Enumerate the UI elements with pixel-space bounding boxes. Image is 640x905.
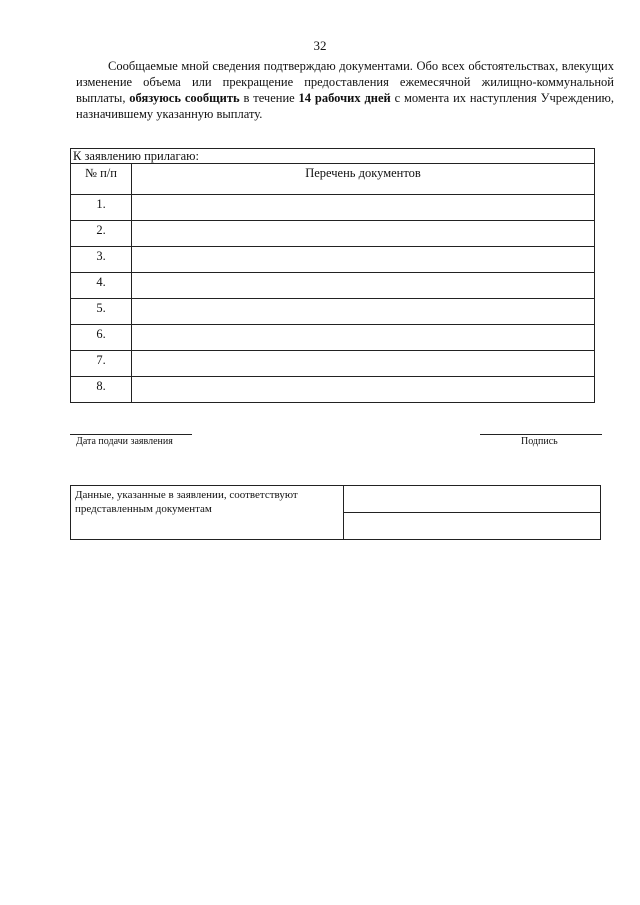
statement-bold-2: 14 рабочих дней [298,91,391,105]
document-cell[interactable] [132,325,595,351]
row-number: 4. [71,273,132,299]
document-cell[interactable] [132,273,595,299]
document-cell[interactable] [132,377,595,403]
document-cell[interactable] [132,195,595,221]
column-header-number: № п/п [71,164,132,195]
row-number: 5. [71,299,132,325]
statement-text-3: с момента их наступления Учреждению, назначившему указанную выплату. [76,91,614,121]
statement-paragraph [76,58,614,122]
page-number: 32 [313,38,327,53]
verification-table [70,485,601,540]
signature-label: Подпись [521,436,558,447]
table-row [71,247,595,273]
document-cell[interactable] [132,299,595,325]
row-number: 3. [71,247,132,273]
row-number: 1. [71,195,132,221]
verification-text: Данные, указанные в заявлении, соответствуют представленным документам [71,486,344,540]
table-row [71,221,595,247]
row-number: 6. [71,325,132,351]
date-signature-line[interactable] [70,434,192,435]
table-row [71,351,595,377]
row-number: 2. [71,221,132,247]
document-cell[interactable] [132,221,595,247]
table-row [71,377,595,403]
document-cell[interactable] [132,247,595,273]
table-row [71,325,595,351]
table-row [71,299,595,325]
table-row [71,195,595,221]
signature-line[interactable] [480,434,602,435]
table-row [71,273,595,299]
statement-text-2: в течение [239,91,299,105]
row-number: 7. [71,351,132,377]
verification-cell-top[interactable] [344,486,601,513]
verification-cell-bottom[interactable] [344,513,601,540]
attachments-caption: К заявлению прилагаю: [71,149,595,164]
statement-bold-1: обязуюсь сообщить [129,91,240,105]
attachments-table [70,148,595,403]
row-number: 8. [71,377,132,403]
statement-text-1: Сообщаемые мной сведения подтверждаю документами. Обо всех обстоятельствах, влекущих изменение объема или прекращение предоставления ежемесячной жилищно-коммунальной выплаты, [76,59,614,105]
date-label: Дата подачи заявления [76,436,173,447]
document-cell[interactable] [132,351,595,377]
column-header-documents: Перечень документов [132,164,595,195]
